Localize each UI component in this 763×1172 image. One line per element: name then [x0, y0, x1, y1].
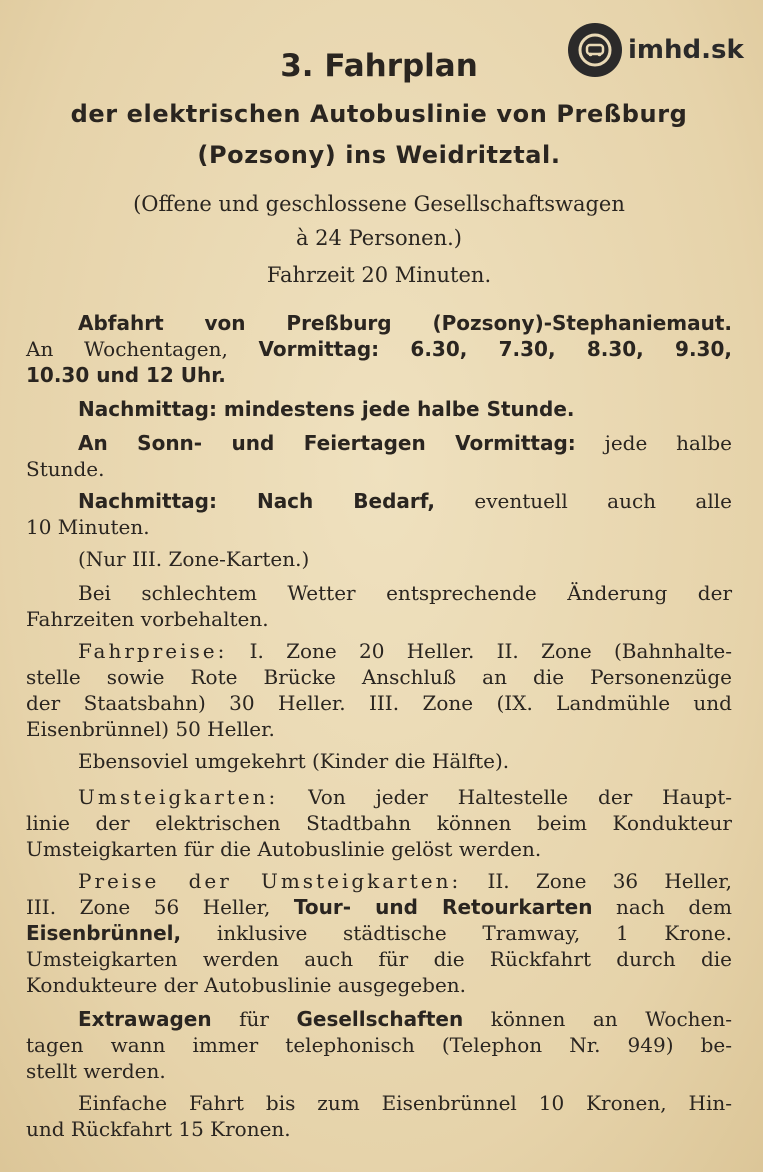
paragraph-single-trip [26, 1090, 732, 1142]
text: II. Zone 36 Heller, [461, 869, 732, 893]
paragraph-fares [26, 638, 732, 742]
text: für [211, 1007, 297, 1031]
line: 10.30 und 12 Uhr. [26, 363, 226, 387]
text: An Sonn- und Feiertagen Vormittag: [78, 431, 576, 455]
line: der Staatsbahn) 30 Heller. III. Zone (IX. Landmühle und [26, 691, 732, 715]
line: Bei schlechtem Wetter entsprechende Änderung der [78, 581, 732, 605]
paragraph-afternoon [26, 396, 732, 422]
text: I. Zone 20 Heller. II. Zone (Bahnhalte- [227, 639, 732, 663]
line [26, 430, 732, 456]
text: können an Wochen- [463, 1007, 732, 1031]
text: Tour- und Retourkarten [293, 895, 593, 919]
line [26, 920, 732, 946]
text: An Wochentagen, [26, 337, 259, 361]
text: jede halbe [575, 431, 732, 455]
line: Nachmittag: mindestens jede halbe Stunde. [78, 397, 575, 421]
page-title: 3. Fahrplan [280, 48, 478, 84]
line [26, 336, 732, 362]
line: stelle sowie Rote Brücke Anschluß an die Personenzüge [26, 665, 732, 689]
text: Nachmittag: Nach Bedarf, [78, 489, 435, 513]
logo-text: imhd.sk [628, 35, 744, 65]
line: 10 Minuten. [26, 515, 150, 539]
line: Umsteigkarten für die Autobuslinie gelöst werden. [26, 837, 542, 861]
line: Ebensoviel umgekehrt (Kinder die Hälfte). [78, 749, 510, 773]
text: nach dem [592, 895, 732, 919]
paragraph-reverse [26, 748, 732, 774]
paragraph-transfer [26, 784, 732, 862]
line: Eisenbrünnel) 50 Heller. [26, 717, 275, 741]
note-line-2: à 24 Personen.) [295, 226, 462, 250]
paragraph-zone-note [26, 546, 732, 572]
subtitle-line-1: der elektrischen Autobuslinie von Preßburg [70, 100, 688, 128]
text: Gesellschaften [296, 1007, 464, 1031]
text: Preise der Umsteigkarten: [78, 869, 462, 893]
travel-time: Fahrzeit 20 Minuten. [266, 263, 492, 287]
line [26, 1006, 732, 1032]
text: Fahrpreise: [78, 639, 228, 663]
text: Von jeder Haltestelle der Haupt- [278, 785, 732, 809]
text: Vormittag: 6.30, 7.30, 8.30, 9.30, [258, 337, 732, 361]
line: Fahrzeiten vorbehalten. [26, 607, 269, 631]
note-line-1: (Offene und geschlossene Gesellschaftswagen [133, 192, 625, 216]
line: Stunde. [26, 457, 105, 481]
line: Abfahrt von Preßburg (Pozsony)-Stephaniemaut. [78, 311, 732, 335]
line: Einfache Fahrt bis zum Eisenbrünnel 10 Kronen, Hin- [78, 1091, 732, 1115]
paragraph-departure [26, 310, 732, 388]
line: Umsteigkarten werden auch für die Rückfahrt durch die [26, 947, 732, 971]
subtitle-line-2: (Pozsony) ins Weidritztal. [197, 141, 561, 169]
line: linie der elektrischen Stadtbahn können beim Kondukteur [26, 811, 732, 835]
text: Extrawagen [78, 1007, 212, 1031]
line [26, 488, 732, 514]
paragraph-extra-cars [26, 1006, 732, 1084]
text: inklusive städtische Tramway, 1 Krone. [181, 921, 732, 945]
line [26, 894, 732, 920]
paragraph-weather [26, 580, 732, 632]
paragraph-holidays [26, 430, 732, 482]
line [26, 638, 732, 664]
line: Kondukteure der Autobuslinie ausgegeben. [26, 973, 467, 997]
paragraph-on-demand [26, 488, 732, 540]
text: Umsteigkarten: [78, 785, 279, 809]
line: tagen wann immer telephonisch (Telephon Nr. 949) be- [26, 1033, 732, 1057]
line: und Rückfahrt 15 Kronen. [26, 1117, 291, 1141]
text: eventuell auch alle [434, 489, 732, 513]
paragraph-transfer-prices [26, 868, 732, 998]
text: Eisenbrünnel, [26, 921, 182, 945]
line: stellt werden. [26, 1059, 166, 1083]
line [26, 868, 732, 894]
line: (Nur III. Zone-Karten.) [78, 547, 310, 571]
text: III. Zone 56 Heller, [26, 895, 294, 919]
line [26, 784, 732, 810]
